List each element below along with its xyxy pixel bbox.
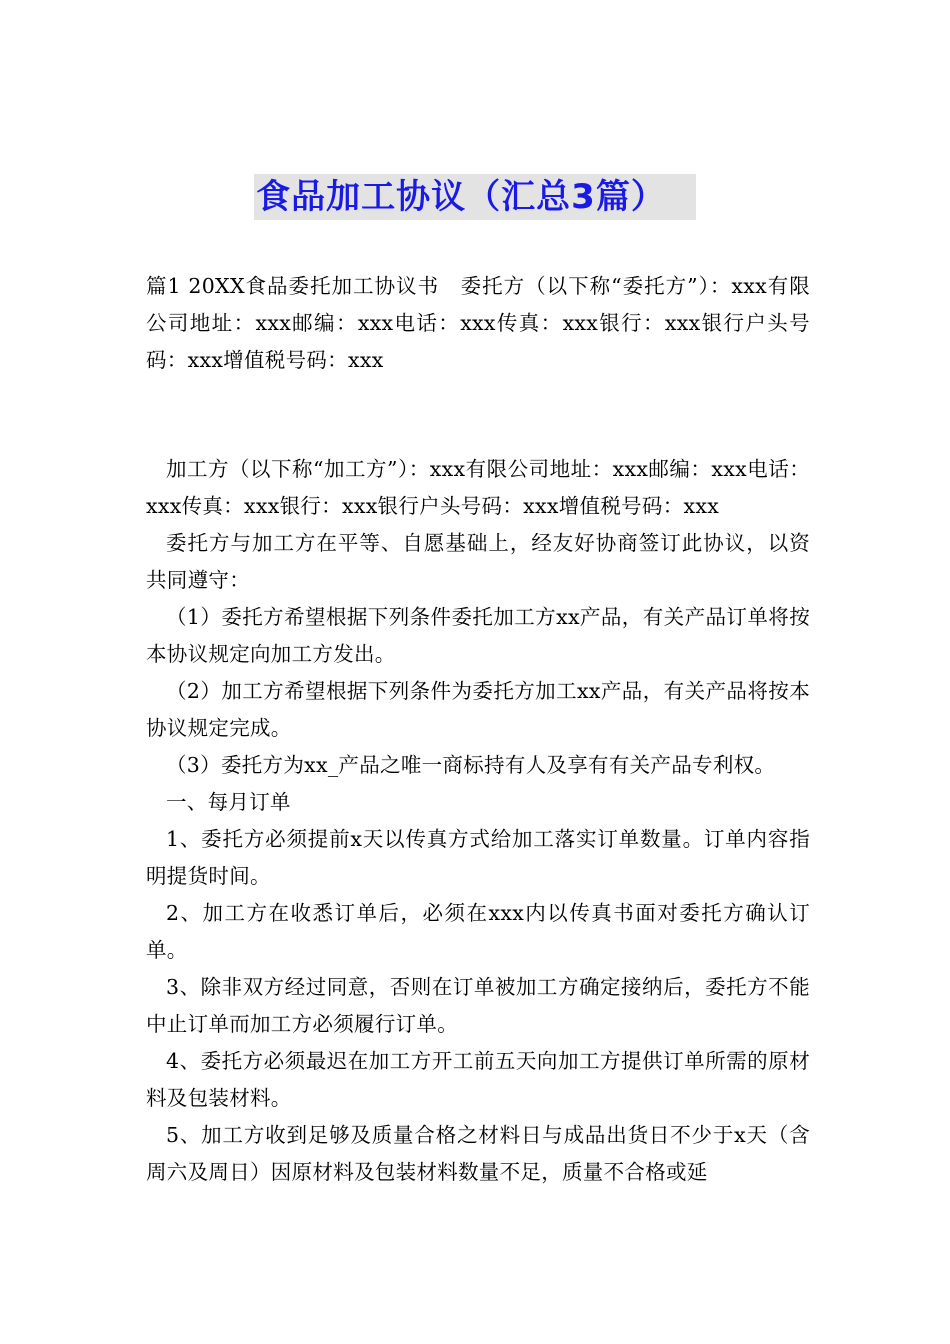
- paragraph-item-3: 3、除非双方经过同意，否则在订单被加工方确定接纳后，委托方不能中止订单而加工方必须履行订单。: [146, 975, 810, 1036]
- paragraph-clause-1: （1）委托方希望根据下列条件委托加工方xx产品，有关产品订单将按本协议规定向加工方发出。: [146, 605, 810, 666]
- paragraph-item-2: 2、加工方在收悉订单后，必须在xxx内以传真书面对委托方确认订单。: [146, 901, 810, 962]
- paragraph-clause-2: （2）加工方希望根据下列条件为委托方加工xx产品，有关产品将按本协议规定完成。: [146, 679, 810, 740]
- document-body-top: [146, 268, 810, 379]
- section-heading-monthly-orders: 一、每月订单: [166, 790, 291, 814]
- paragraph-item-5: 5、加工方收到足够及质量合格之材料日与成品出货日不少于x天（含周六及周日）因原材料及包装材料数量不足，质量不合格或延: [146, 1123, 810, 1184]
- paragraph-item-4: 4、委托方必须最迟在加工方开工前五天向加工方提供订单所需的原材料及包装材料。: [146, 1049, 810, 1110]
- document-title: 食品加工协议（汇总3篇）: [254, 174, 696, 220]
- paragraph-clause-3: （3）委托方为xx_产品之唯一商标持有人及享有有关产品专利权。: [166, 753, 776, 777]
- paragraph-processor-info: 加工方（以下称“加工方”）：xxx有限公司地址：xxx邮编：xxx电话：xxx传真：xxx银行：xxx银行户头号码：xxx增值税号码：xxx: [146, 457, 810, 518]
- title-container: [0, 174, 950, 220]
- paragraph-agreement-intro: 委托方与加工方在平等、自愿基础上，经友好协商签订此协议，以资共同遵守：: [146, 531, 810, 592]
- document-body: [146, 451, 810, 1191]
- paragraph-header: 篇1 20XX食品委托加工协议书 委托方（以下称“委托方”）：xxx有限公司地址：xxx邮编：xxx电话：xxx传真：xxx银行：xxx银行户头号码：xxx增值税号码：xxx: [146, 274, 810, 372]
- paragraph-item-1: 1、委托方必须提前x天以传真方式给加工落实订单数量。订单内容指明提货时间。: [146, 827, 810, 888]
